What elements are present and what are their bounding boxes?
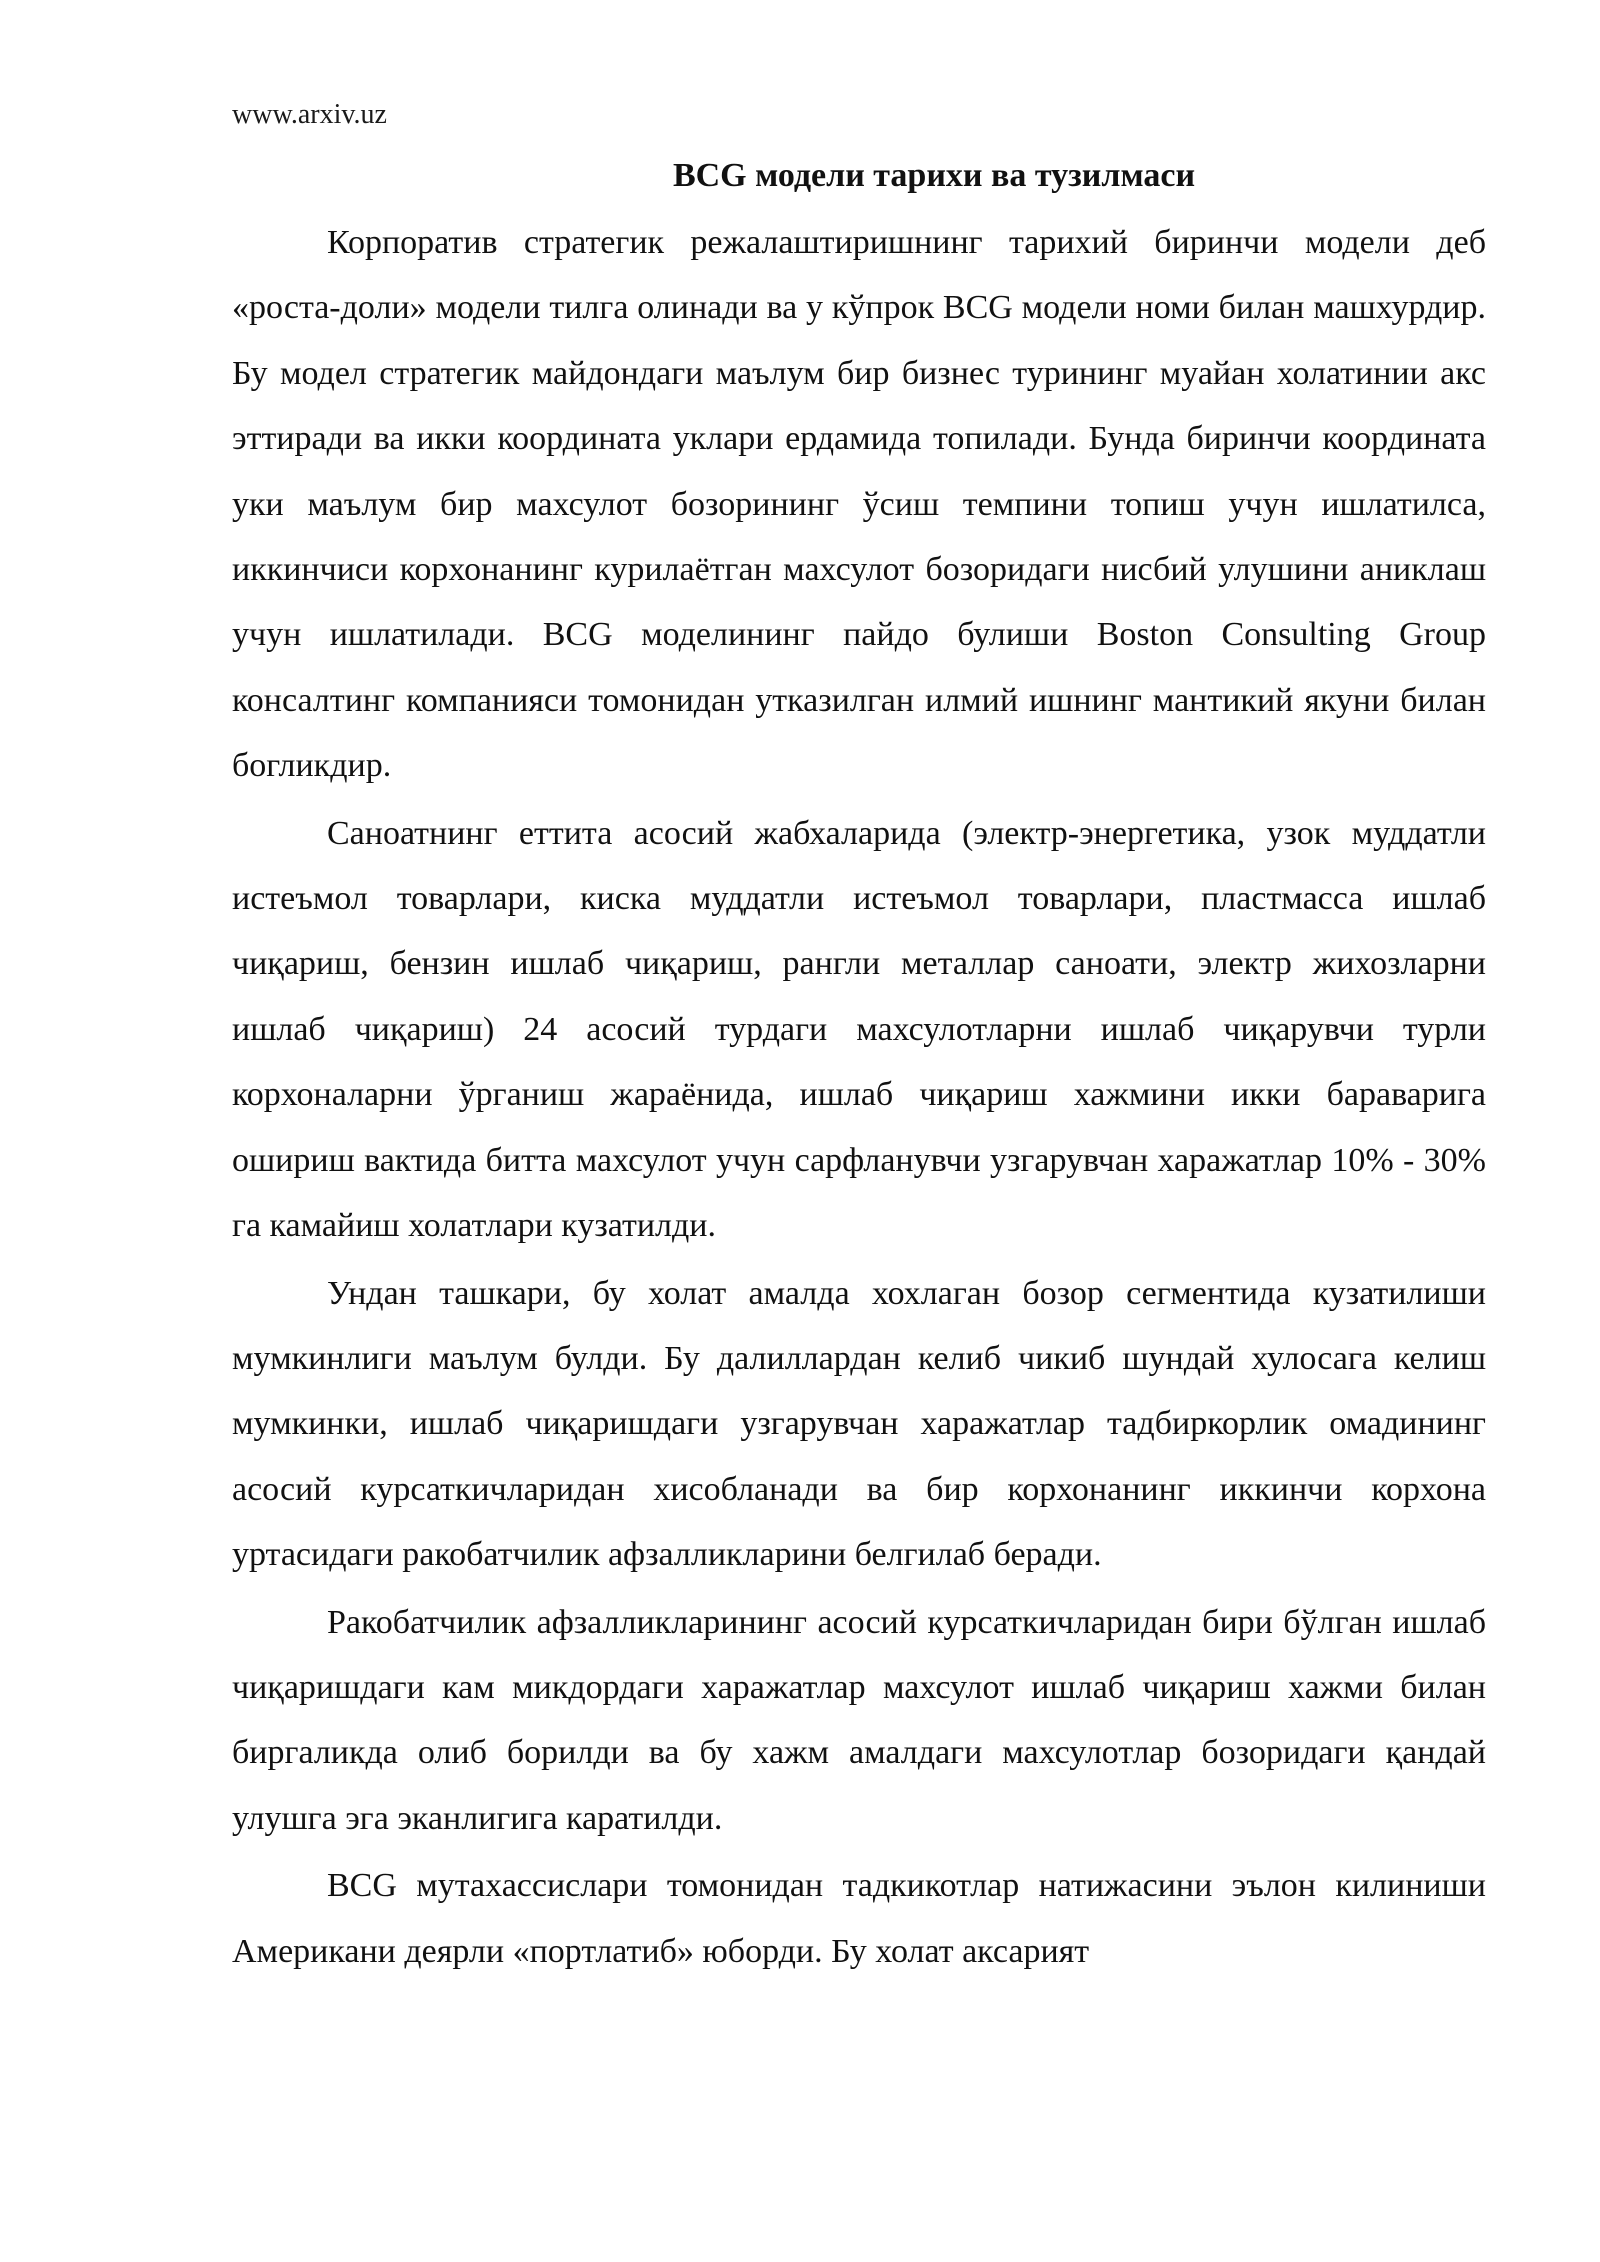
document-title: BCG модели тарихи ва тузилмаси [672, 157, 1196, 194]
paragraph-1: Корпоратив стратегик режалаштиришнинг тарихий биринчи модели деб «роста-доли» модели тилга олинади ва у кўпрок BCG модели номи билан машхурдир. Бу модел стратегик майдондаги маълум бир бизнес турининг муайан холатинии акс эттиради ва икки координата уклари ердамида топилади. Бунда биринчи координата уки маълум бир махсулот бозорининг ўсиш темпини топиш учун ишлатилса, иккинчиси корхонанинг курилаётган махсулот бозоридаги нисбий улушини аниклаш учун ишлатилади. BCG моделининг пайдо булиши Boston Consulting Group консалтинг компанияси томонидан утказилган илмий ишнинг мантикий якуни билан богликдир. [232, 224, 1486, 785]
site-url-header: www.arxiv.uz [232, 99, 387, 130]
document-body [232, 210, 1486, 1986]
paragraph-2: Саноатнинг еттита асосий жабхаларида (электр-энергетика, узок муддатли истеъмол товарлари, киска муддатли истеъмол товарлари, пластмасса ишлаб чиқариш, бензин ишлаб чиқариш, рангли металлар саноати, электр жихозларни ишлаб чиқариш) 24 асосий турдаги махсулотларни ишлаб чиқарувчи турли корхоналарни ўрганиш жараёнида, ишлаб чиқариш хажмини икки бараваригa ошириш вактида битта махсулот учун сарфланувчи узгарувчан харажатлар 10% - 30% га камайиш холатлари кузатилди. [232, 814, 1486, 1245]
paragraph-4: Ракобатчилик афзалликларининг асосий курсаткичларидан бири бўлган ишлаб чиқаришдаги кам микдордаги харажатлар махсулот ишлаб чиқариш хажми билан биргаликда олиб борилди ва бу хажм амалдаги махсулотлар бозоридаги қандай улушга эга эканлигига каратилди. [232, 1603, 1486, 1837]
paragraph-5: BCG мутахассислари томонидан тадкикотлар натижасини эълон килиниши Американи деярли «портлатиб» юборди. Бу холат аксарият [232, 1867, 1486, 1970]
paragraph-3: Ундан ташкари, бу холат амалда хохлаган бозор сегментида кузатилиши мумкинлиги маълум булди. Бу далиллардан келиб чикиб шундай хулосага келиш мумкинки, ишлаб чиқаришдаги узгарувчан харажатлар тадбиркорлик омадининг асосий курсаткичларидан хисобланади ва бир корхонанинг иккинчи корхона уртасидаги ракобатчилик афзалликларини белгилаб беради. [232, 1274, 1486, 1574]
